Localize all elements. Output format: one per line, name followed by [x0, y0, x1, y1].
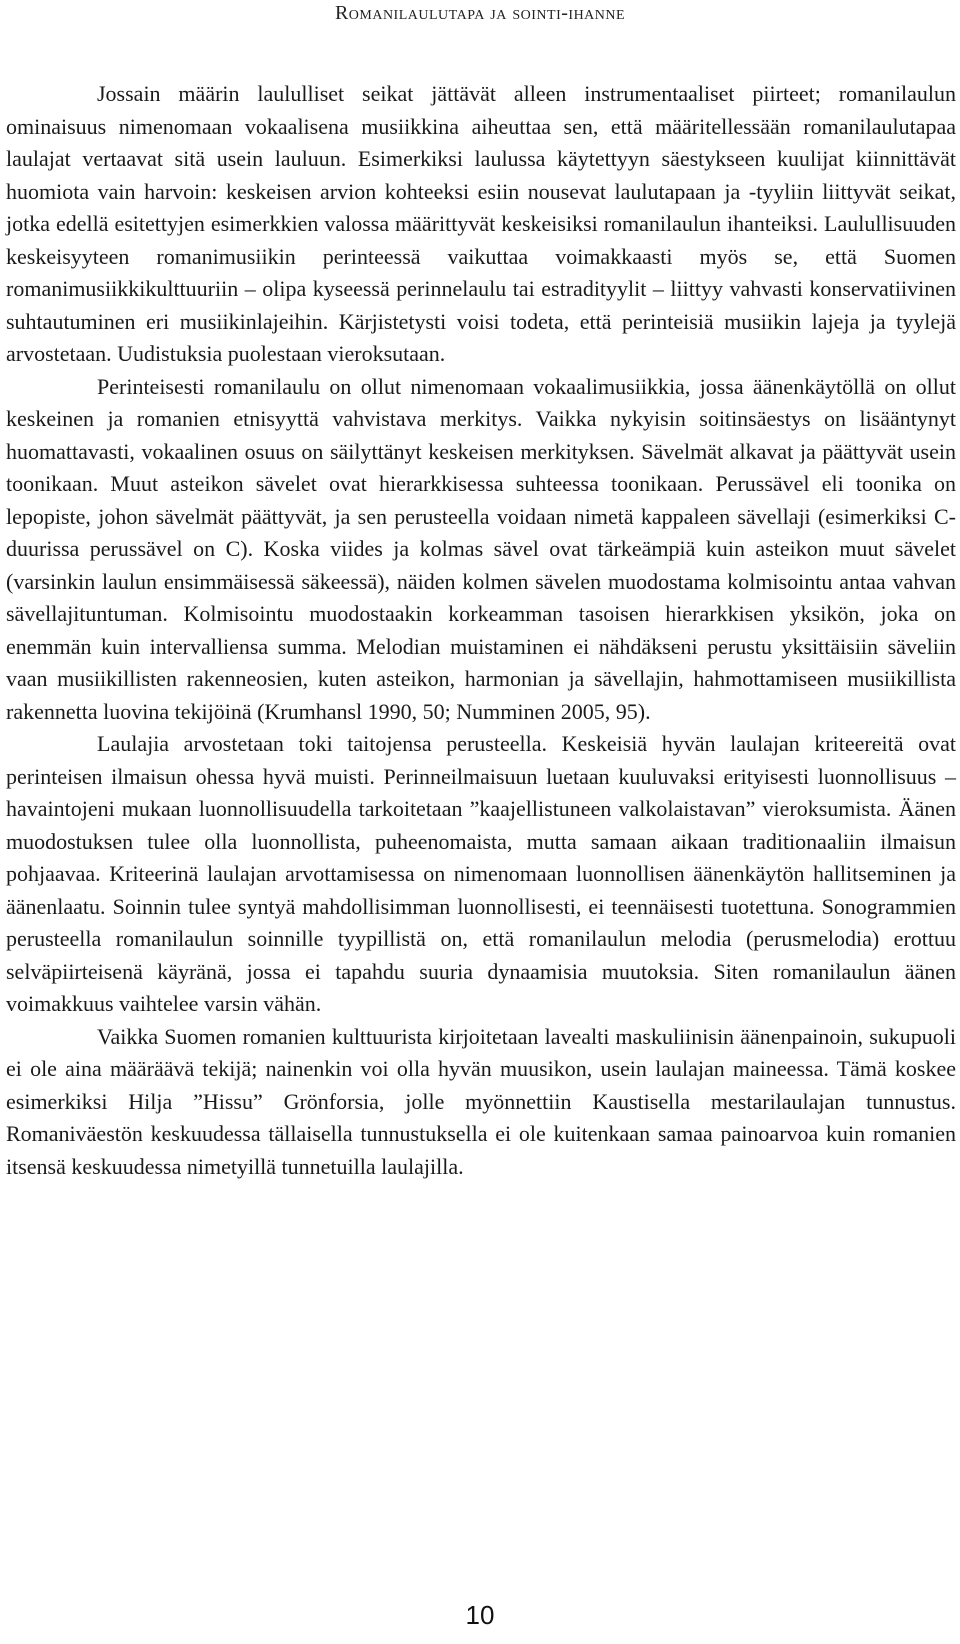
- body-text: [6, 78, 956, 1183]
- paragraph: Perinteisesti romanilaulu on ollut nimenomaan vokaalimusiikkia, jossa äänenkäytöllä on ollut keskeinen ja romanien etnisyyttä vahvistava merkitys. Vaikka nykyisin soitinsäestys on lisääntynyt huomattavasti, vokaalinen osuus on säilyttänyt keskeisen merkityksen. Sävelmät alkavat ja päättyvät usein toonikaan. Muut asteikon sävelet ovat hierarkkisessa suhteessa toonikaan. Perussävel eli toonika on lepopiste, johon sävelmät päättyvät, ja sen perusteella voidaan nimetä kappaleen sävellaji (esimerkiksi C-duurissa perussävel on C). Koska viides ja kolmas sävel ovat tärkeämpiä kuin asteikon muut sävelet (varsinkin laulun ensimmäisessä säkeessä), näiden kolmen sävelen muodostama kolmisointu antaa vahvan sävellajituntuman. Kolmisointu muodostaakin korkeamman tasoisen hierarkkisen yksikön, joka on enemmän kuin intervalliensa summa. Melodian muistaminen ei nähdäkseni perustu yksittäisiin säveliin vaan musiikillisten rakenneosien, kuten asteikon, harmonian ja sävellajin, hahmottamiseen musiikillista rakennetta luovina tekijöinä (Krumhansl 1990, 50; Numminen 2005, 95).: [6, 373, 956, 724]
- paragraph: Laulajia arvostetaan toki taitojensa perusteella. Keskeisiä hyvän laulajan kriteereitä ovat perinteisen ilmaisun ohessa hyvä muisti. Perinneilmaisuun luetaan kuuluvaksi erityisesti luonnollisuus – havaintojeni mukaan luonnollisuudella tarkoitetaan ”kaajellistuneen valkolaistavan” vieroksumista. Äänen muodostuksen tulee olla luonnollista, puheenomaista, mutta samaan aikaan traditionaaliin ilmaisun pohjaavaa. Kriteerinä laulajan arvottamisessa on nimenomaan luonnollisen äänenkäytön hallitseminen ja äänenlaatu. Soinnin tulee syntyä mahdollisimman luonnollisesti, ei teennäisesti tuotettuna. Sonogrammien perusteella romanilaulun soinnille tyypillistä on, että romanilaulun melodia (perusmelodia) erottuu selväpiirteisenä käyränä, jossa ei tapahdu suuria dynaamisia muutoksia. Siten romanilaulun äänen voimakkuus vaihtelee varsin vähän.: [6, 731, 956, 1016]
- running-header: Romanilaulutapa ja sointi-ihanne: [334, 2, 626, 24]
- paragraph: Vaikka Suomen romanien kulttuurista kirjoitetaan lavealti maskuliinisin äänenpainoin, sukupuoli ei ole aina määräävä tekijä; nainenkin voi olla hyvän muusikon, usein laulajan maineessa. Tämä koskee esimerkiksi Hilja ”Hissu” Grönforsia, jolle myönnettiin Kaustisella mestarilaulajan tunnustus. Romaniväestön keskuudessa tällaisella tunnustuksella ei ole kuitenkaan samaa painoarvoa kuin romanien itsensä keskuudessa nimetyillä tunnetuilla laulajilla.: [6, 1023, 956, 1179]
- page-number: 10: [465, 1600, 495, 1630]
- paragraph: Jossain määrin laululliset seikat jättävät alleen instrumentaaliset piirteet; romanilaulun ominaisuus nimenomaan vokaalisena musiikkina aiheuttaa sen, että määritellessään romanilaulutapaa laulajat vertaavat sitä usein lauluun. Esimerkiksi laulussa käytettyyn säestykseen kuulijat kiinnittävät huomiota vain harvoin: keskeisen arvion kohteeksi esiin nousevat laulutapaan ja -tyyliin liittyvät seikat, jotka edellä esitettyjen esimerkkien valossa määrittyvät keskeisiksi romanilaulun ihanteiksi. Laulullisuuden keskeisyyteen romanimusiikin perinteessä vaikuttaa voimakkaasti myös se, että Suomen romanimusiikkikulttuuriin – olipa kyseessä perinnelaulu tai estradityylit – liittyy vahvasti konservatiivinen suhtautuminen eri musiikinlajeihin. Kärjistetysti voisi todeta, että perinteisiä musiikin lajeja ja tyylejä arvostetaan. Uudistuksia puolestaan vieroksutaan.: [6, 81, 956, 366]
